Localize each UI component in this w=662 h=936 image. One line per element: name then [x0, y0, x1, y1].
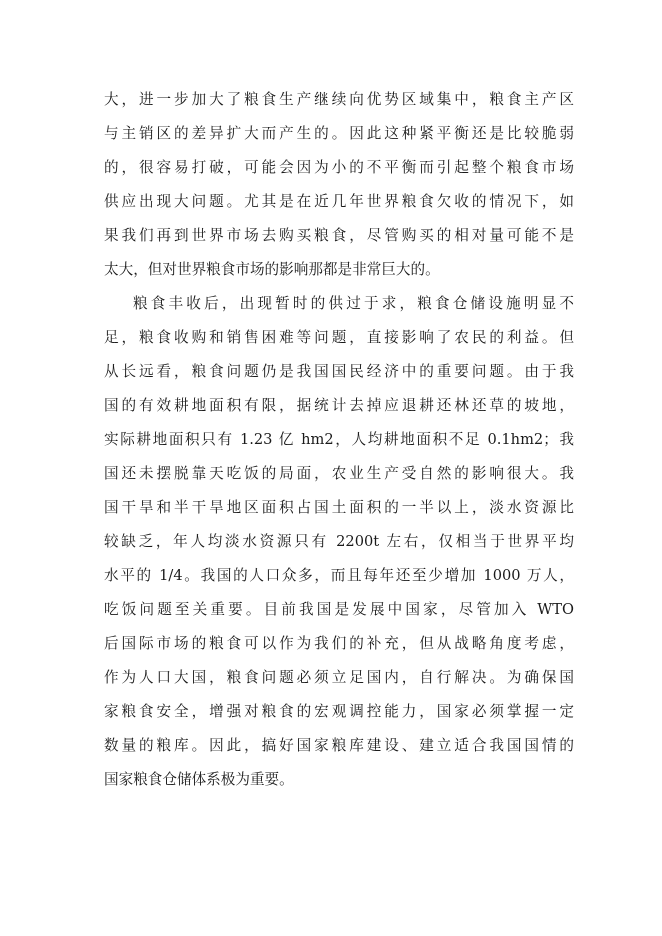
- text-line-17: 后国际市场的粮食可以作为我们的补充，但从战略角度考虑，: [104, 635, 574, 652]
- text-line-12: 国还未摆脱靠天吃饭的局面，农业生产受自然的影响很大。我: [104, 465, 574, 482]
- text-line-20: 数量的粮库。因此，搞好国家粮库建设、建立适合我国国情的: [104, 737, 574, 754]
- text-line-13: 国干旱和半干旱地区面积占国土面积的一半以上，淡水资源比: [104, 499, 574, 516]
- text-line-21: 国家粮食仓储体系极为重要。: [104, 771, 294, 788]
- text-line-14: 较缺乏，年人均淡水资源只有 2200t 左右，仅相当于世界平均: [104, 533, 574, 550]
- text-line-11: 实际耕地面积只有 1.23 亿 hm2，人均耕地面积不足 0.1hm2；我: [104, 431, 574, 448]
- text-line-3: 的，很容易打破，可能会因为小的不平衡而引起整个粮食市场: [104, 159, 574, 176]
- text-line-18: 作为人口大国，粮食问题必须立足国内，自行解决。为确保国: [104, 669, 574, 686]
- text-line-6: 太大，但对世界粮食市场的影响那都是非常巨大的。: [104, 261, 440, 278]
- text-line-2: 与主销区的差异扩大而产生的。因此这种紧平衡还是比较脆弱: [104, 125, 574, 142]
- text-line-7: 粮食丰收后，出现暂时的供过于求，粮食仓储设施明显不: [133, 295, 574, 312]
- text-line-19: 家粮食安全，增强对粮食的宏观调控能力，国家必须掌握一定: [104, 703, 574, 720]
- text-line-1: 大，进一步加大了粮食生产继续向优势区域集中，粮食主产区: [104, 91, 574, 108]
- text-line-8: 足，粮食收购和销售困难等问题，直接影响了农民的利益。但: [104, 329, 574, 346]
- text-line-5: 果我们再到世界市场去购买粮食，尽管购买的相对量可能不是: [104, 227, 574, 244]
- text-line-16: 吃饭问题至关重要。目前我国是发展中国家，尽管加入 WTO: [104, 601, 574, 618]
- text-line-10: 国的有效耕地面积有限，据统计去掉应退耕还林还草的坡地，: [104, 397, 574, 414]
- text-line-4: 供应出现大问题。尤其是在近几年世界粮食欠收的情况下，如: [104, 193, 574, 210]
- text-line-9: 从长远看，粮食问题仍是我国国民经济中的重要问题。由于我: [104, 363, 574, 380]
- text-line-15: 水平的 1/4。我国的人口众多，而且每年还至少增加 1000 万人，: [104, 567, 574, 584]
